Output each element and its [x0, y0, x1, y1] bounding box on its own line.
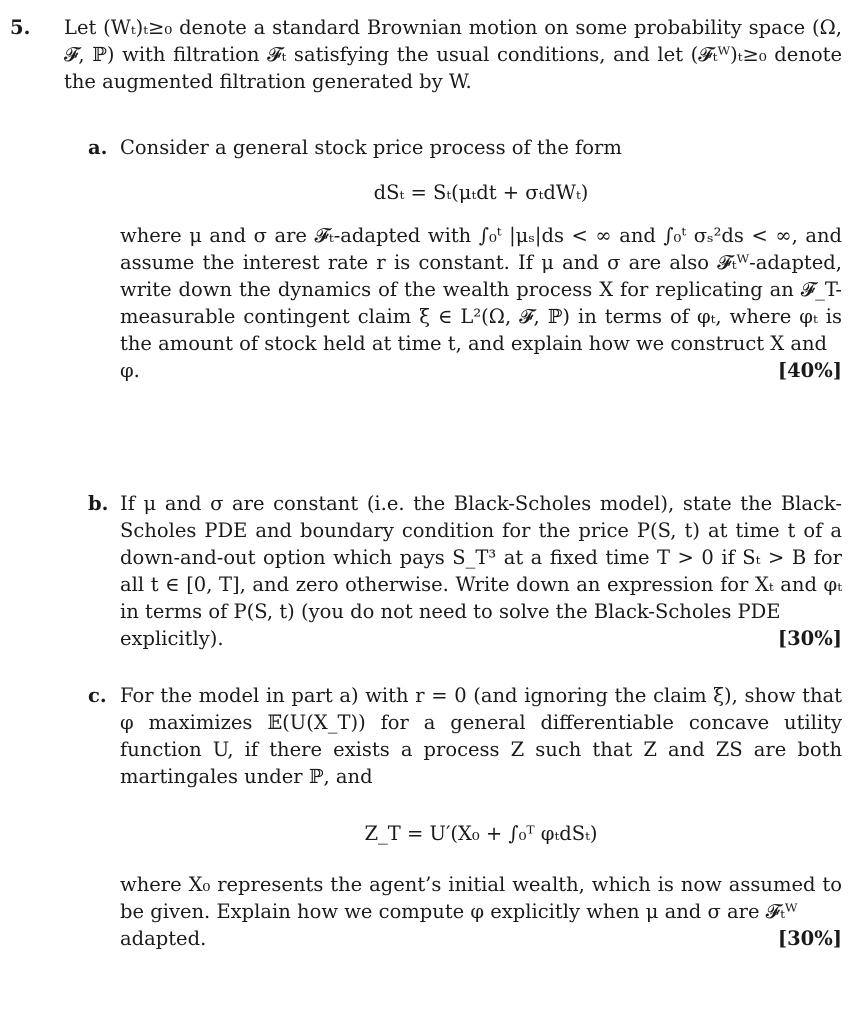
part-a-lead: Consider a general stock price process of the form	[120, 136, 622, 159]
part-a-body: where μ and σ are 𝓕ₜ-adapted with ∫₀ᵗ |μₛ|ds < ∞ and ∫₀ᵗ σₛ²ds < ∞, and assume the interest rate r is constant. If μ and σ are also 𝓕ₜᵂ-adapted, write down the dynamics of the wealth process X for replicating an 𝓕_T-measurable contingent claim ξ ∈ L²(Ω, 𝓕, ℙ) in terms of φₜ, where φₜ is the amount of stock held at time t, and explain how we construct X and	[120, 224, 842, 355]
part-b-label: b.	[88, 492, 109, 515]
question-number: 5.	[10, 16, 31, 39]
part-b	[88, 490, 842, 652]
part-c-body: where X₀ represents the agent’s initial wealth, which is now assumed to be given. Explain how we compute φ explicitly when μ and σ are 𝓕ₜᵂ	[120, 873, 842, 923]
part-a	[88, 134, 842, 384]
part-b-body: If μ and σ are constant (i.e. the Black-Scholes model), state the Black-Scholes PDE and boundary condition for the price P(S, t) at time t of a down-and-out option which pays S_T³ at a fixed time T > 0 if Sₜ > B for all t ∈ [0, T], and zero otherwise. Write down an expression for Xₜ and φₜ in terms of P(S, t) (you do not need to solve the Black-Scholes PDE	[120, 492, 842, 623]
part-a-label: a.	[88, 136, 108, 159]
part-c-marks: [30%]	[777, 927, 842, 950]
part-a-marks: [40%]	[777, 359, 842, 382]
part-c-label: c.	[88, 684, 107, 707]
part-c-last: adapted.	[120, 927, 207, 950]
question-intro: Let (Wₜ)ₜ≥₀ denote a standard Brownian motion on some probability space (Ω, 𝓕, ℙ) with filtration 𝓕ₜ satisfying the usual conditions, and let (𝓕ₜᵂ)ₜ≥₀ denote the augmented filtration generated by W.	[64, 16, 842, 93]
part-b-marks: [30%]	[777, 627, 842, 650]
part-b-last: explicitly).	[120, 627, 224, 650]
part-a-equation: dSₜ = Sₜ(μₜdt + σₜdWₜ)	[373, 181, 589, 204]
part-c-lead: For the model in part a) with r = 0 (and ignoring the claim ξ), show that φ maximizes 𝔼(U(X_T)) for a general differentiable concave utility function U, if there exists a process Z such that Z and ZS are both martingales under ℙ, and	[120, 684, 842, 788]
part-a-last: φ.	[120, 359, 140, 382]
part-c	[88, 682, 842, 952]
part-c-equation: Z_T = U′(X₀ + ∫₀ᵀ φₜdSₜ)	[364, 822, 598, 845]
